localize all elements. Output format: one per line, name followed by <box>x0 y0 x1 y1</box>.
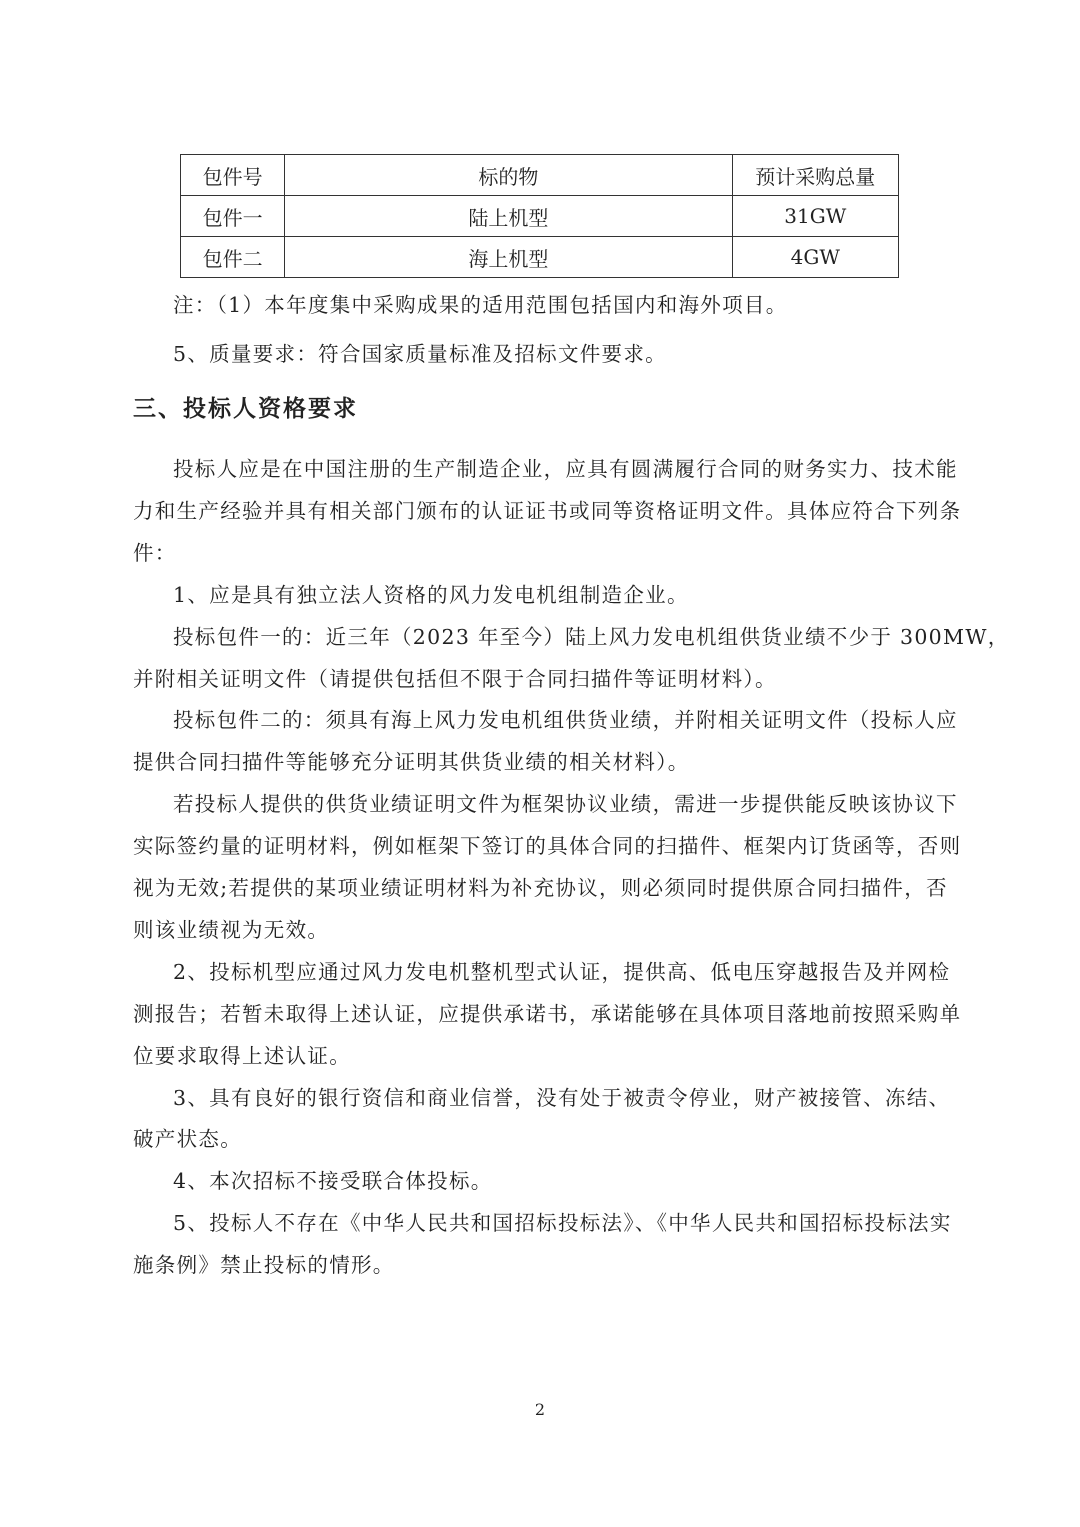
paragraph-line: 测报告；若暂未取得上述认证，应提供承诺书，承诺能够在具体项目落地前按照采购单 <box>133 1001 962 1026</box>
paragraph-line: 投标包件一的：近三年（2023 年至今）陆上风力发电机组供货业绩不少于 300MW， <box>173 624 1010 649</box>
paragraph-line: 提供合同扫描件等能够充分证明其供货业绩的相关材料）。 <box>133 750 690 775</box>
table-header-row <box>181 155 899 196</box>
paragraph-line: 件： <box>133 540 177 565</box>
table-row <box>181 196 899 237</box>
paragraph-line: 1、应是具有独立法人资格的风力发电机组制造企业。 <box>173 582 689 607</box>
table-header: 包件号 <box>181 155 285 196</box>
paragraph-line: 若投标人提供的供货业绩证明文件为框架协议业绩，需进一步提供能反映该协议下 <box>173 792 958 817</box>
table-cell: 陆上机型 <box>285 196 732 237</box>
paragraph-line: 视为无效;若提供的某项业绩证明材料为补充协议，则必须同时提供原合同扫描件，否 <box>133 876 948 900</box>
paragraph-line: 并附相关证明文件（请提供包括但不限于合同扫描件等证明材料）。 <box>133 666 777 691</box>
page-number: 2 <box>534 1400 546 1419</box>
paragraph-line: 5、投标人不存在《中华人民共和国招标投标法》、《中华人民共和国招标投标法实 <box>173 1211 952 1236</box>
paragraph-line: 则该业绩视为无效。 <box>133 917 330 942</box>
paragraph-line: 4、本次招标不接受联合体投标。 <box>173 1169 493 1194</box>
table-cell: 海上机型 <box>285 237 732 278</box>
paragraph-line: 投标包件二的：须具有海上风力发电机组供货业绩，并附相关证明文件（投标人应 <box>173 708 958 733</box>
table-note: 注：（1）本年度集中采购成果的适用范围包括国内和海外项目。 <box>173 293 788 317</box>
paragraph-line: 3、具有良好的银行资信和商业信誉，没有处于被责令停业，财产被接管、冻结、 <box>173 1085 951 1110</box>
table-cell: 4GW <box>732 237 898 278</box>
paragraph-line: 施条例》禁止投标的情形。 <box>133 1253 395 1278</box>
paragraph-line: 位要求取得上述认证。 <box>133 1043 351 1068</box>
paragraph-line: 破产状态。 <box>133 1127 242 1152</box>
table-header: 预计采购总量 <box>732 155 898 196</box>
procurement-table <box>180 154 899 278</box>
quality-requirement: 5、质量要求：符合国家质量标准及招标文件要求。 <box>173 342 667 366</box>
table-cell: 31GW <box>732 196 898 237</box>
table-header: 标的物 <box>285 155 732 196</box>
table-cell: 包件一 <box>181 196 285 237</box>
section-heading: 三、投标人资格要求 <box>133 396 358 422</box>
table-cell: 包件二 <box>181 237 285 278</box>
table-row <box>181 237 899 278</box>
paragraph-line: 力和生产经验并具有相关部门颁布的认证证书或同等资格证明文件。具体应符合下列条 <box>133 498 962 523</box>
paragraph-line: 投标人应是在中国注册的生产制造企业，应具有圆满履行合同的财务实力、技术能 <box>173 457 958 481</box>
paragraph-line: 2、投标机型应通过风力发电机整机型式认证，提供高、低电压穿越报告及并网检 <box>173 959 951 984</box>
paragraph-line: 实际签约量的证明材料，例如框架下签订的具体合同的扫描件、框架内订货函等，否则 <box>133 834 962 859</box>
